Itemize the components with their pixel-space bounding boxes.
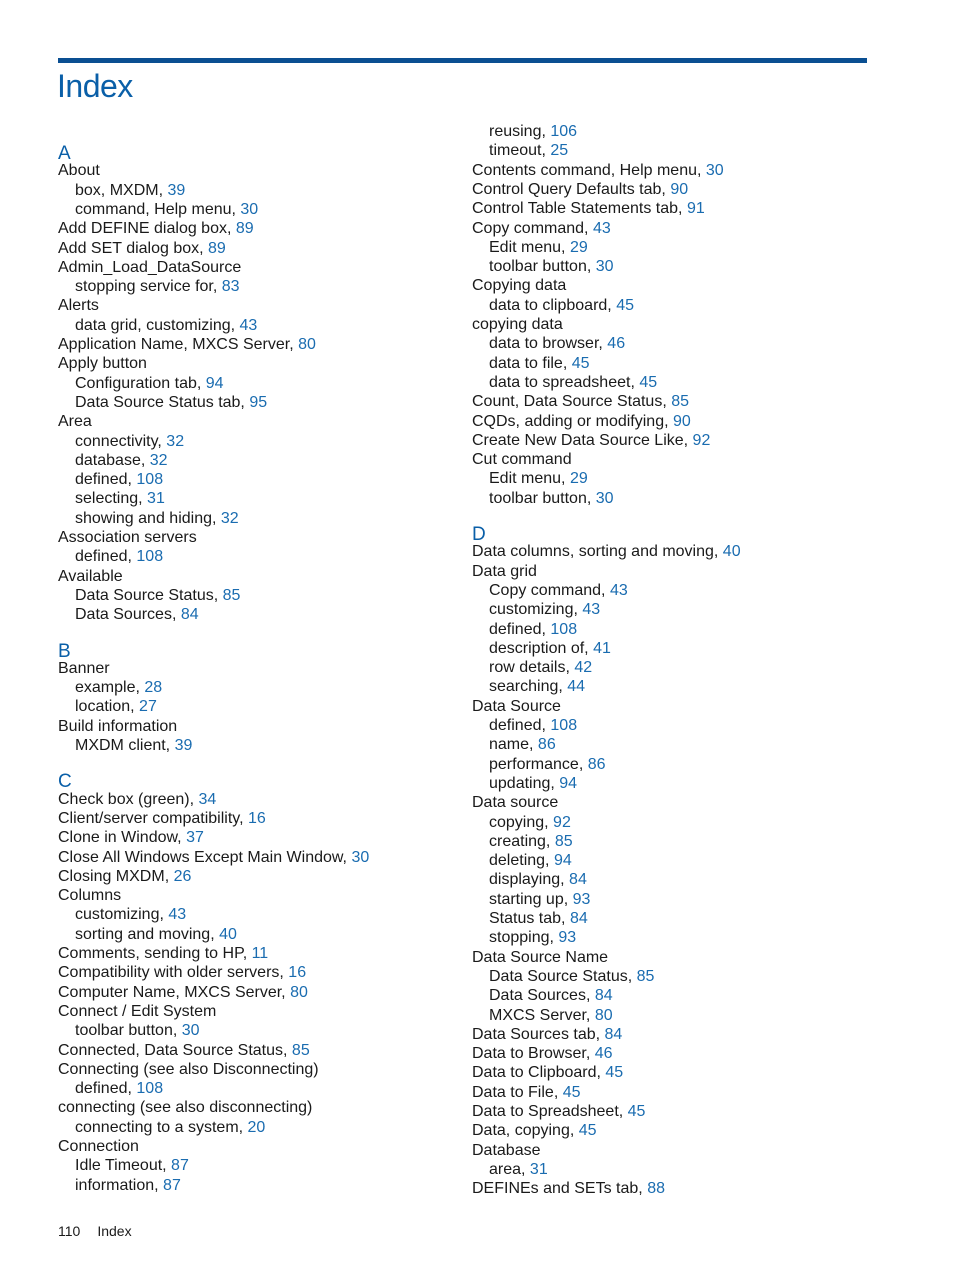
page-link[interactable]: 39 [167, 181, 186, 199]
entry-text: connecting to a system, [75, 1118, 248, 1136]
index-subentry [75, 1156, 189, 1175]
page-link[interactable]: 45 [605, 1064, 624, 1082]
entry-text: data to spreadsheet, [489, 373, 640, 391]
index-entry [472, 431, 710, 450]
index-subentry [489, 257, 614, 276]
entry-text: performance, [489, 755, 588, 773]
entry-text: Clone in Window, [58, 829, 187, 847]
index-subentry [75, 181, 185, 200]
entry-text: Data source [472, 794, 559, 812]
entry-text: Columns [58, 887, 122, 905]
index-subentry [489, 639, 611, 658]
entry-text: Data to Spreadsheet, [472, 1103, 628, 1120]
page-link[interactable]: 16 [288, 964, 307, 982]
page-link[interactable]: 39 [174, 737, 193, 754]
page-number: 110 [58, 1223, 81, 1239]
entry-text: Control Table Statements tab, [472, 200, 687, 218]
entry-text: MXDM client, [75, 737, 175, 754]
index-subentry [489, 334, 625, 353]
index-entry [472, 180, 688, 199]
entry-text: Available [58, 567, 123, 585]
index-subentry [75, 316, 257, 335]
letter-text: C [58, 771, 72, 793]
index-entry [58, 717, 177, 736]
index-entry [58, 296, 99, 315]
index-entry [472, 542, 741, 561]
page-link[interactable]: 43 [239, 316, 258, 334]
index-subentry [489, 716, 577, 735]
index-entry [58, 335, 316, 354]
page-link[interactable]: 94 [205, 374, 224, 392]
index-entry [472, 412, 691, 431]
index-entry [472, 1141, 541, 1160]
page-link[interactable]: 90 [670, 180, 689, 198]
page-link[interactable]: 45 [562, 1083, 581, 1101]
index-entry [472, 450, 572, 469]
page-footer [58, 1222, 132, 1240]
entry-text: area, [489, 1160, 530, 1178]
entry-text: name, [489, 736, 538, 754]
index-subentry [75, 697, 157, 716]
entry-text: example, [75, 679, 145, 697]
page-link[interactable]: 87 [171, 1157, 189, 1175]
entry-text: Application Name, MXCS Server, [58, 336, 299, 353]
entry-text: description of, [489, 639, 594, 657]
page-link[interactable]: 87 [163, 1176, 181, 1194]
index-entry [58, 239, 226, 258]
running-head: Index [97, 1223, 132, 1239]
index-subentry [75, 470, 163, 489]
index-entry [58, 412, 92, 431]
page-link[interactable]: 11 [251, 945, 269, 962]
index-subentry [489, 373, 657, 392]
index-entry [472, 697, 561, 716]
entry-text: reusing, [489, 123, 551, 140]
page-link[interactable]: 20 [247, 1118, 266, 1136]
page-link[interactable]: 41 [593, 639, 611, 657]
entry-text: Data Source Status, [489, 967, 637, 985]
entry-text: data grid, customizing, [75, 316, 240, 334]
page-link[interactable]: 30 [595, 489, 614, 507]
page-link[interactable]: 45 [627, 1103, 646, 1120]
entry-text: Data to Browser, [472, 1045, 595, 1063]
entry-text: data to file, [489, 354, 572, 372]
page-link[interactable]: 46 [607, 335, 626, 353]
index-entry [58, 528, 197, 547]
entry-text: Status tab, [489, 910, 570, 927]
entry-text: sorting and moving, [75, 925, 220, 943]
page-link[interactable]: 45 [616, 296, 634, 314]
index-entry [58, 809, 266, 828]
entry-text: defined, [489, 620, 551, 638]
index-subentry [489, 755, 606, 774]
entry-text: stopping service for, [75, 278, 222, 296]
page-link[interactable]: 40 [219, 925, 237, 943]
page-link[interactable]: 108 [550, 620, 578, 638]
index-entry [472, 315, 563, 334]
page-link[interactable]: 34 [198, 790, 217, 808]
index-entry [472, 276, 566, 295]
index-entry [472, 199, 705, 218]
entry-text: deleting, [489, 852, 554, 870]
page-link[interactable]: 29 [569, 238, 588, 256]
index-entry [58, 258, 241, 277]
entry-text: Edit menu, [489, 470, 570, 488]
page-link[interactable]: 80 [594, 1006, 613, 1024]
entry-text: Area [58, 413, 92, 431]
entry-text: Database [472, 1141, 541, 1159]
page-link[interactable]: 32 [166, 432, 185, 450]
page-title: Index [57, 68, 133, 104]
entry-text: Configuration tab, [75, 374, 206, 392]
entry-text: command, Help menu, [75, 200, 241, 218]
index-subentry [75, 1176, 181, 1195]
index-entry [58, 659, 110, 678]
page-link[interactable]: 84 [569, 871, 587, 889]
index-subentry [75, 925, 237, 944]
entry-text: Edit menu, [489, 238, 570, 256]
index-subentry [489, 238, 588, 257]
page-link[interactable]: 31 [529, 1160, 548, 1178]
page-link[interactable]: 26 [173, 867, 192, 885]
entry-text: Connected, Data Source Status, [58, 1041, 292, 1059]
entry-text: starting up, [489, 890, 573, 908]
page-link[interactable]: 89 [208, 239, 226, 257]
entry-text: Association servers [58, 529, 197, 546]
index-entry [58, 567, 123, 586]
page-link[interactable]: 91 [686, 200, 705, 218]
page-link[interactable]: 84 [594, 987, 613, 1005]
index-entry [58, 790, 216, 809]
page-link[interactable]: 108 [136, 548, 164, 566]
index-entry [58, 1137, 139, 1156]
page-link[interactable]: 89 [235, 220, 254, 238]
page-link[interactable]: 106 [550, 123, 578, 140]
entry-text: row details, [489, 659, 575, 677]
index-entry [472, 1025, 622, 1044]
index-subentry [489, 813, 571, 832]
page-link[interactable]: 85 [671, 393, 690, 411]
entry-text: timeout, [489, 142, 551, 160]
entry-text: Data Source Status tab, [75, 393, 250, 411]
index-subentry [489, 677, 585, 696]
index-subentry [75, 432, 184, 451]
entry-text: copying, [489, 813, 554, 831]
index-subentry [489, 489, 614, 508]
entry-text: Add SET dialog box, [58, 239, 209, 257]
page-link[interactable]: 40 [722, 543, 741, 561]
page-link[interactable]: 27 [139, 698, 157, 716]
entry-text: customizing, [489, 601, 583, 619]
entry-text: Data Sources, [489, 987, 595, 1005]
index-subentry [489, 469, 588, 488]
index-entry [58, 1098, 312, 1117]
index-entry [58, 1060, 319, 1079]
page-link[interactable]: 42 [574, 659, 593, 677]
page-link[interactable]: 30 [705, 161, 724, 179]
page-link[interactable]: 30 [181, 1022, 200, 1040]
index-entry [58, 354, 147, 373]
page-link[interactable]: 83 [221, 278, 240, 296]
index-entry [472, 1121, 597, 1140]
page-link[interactable]: 84 [604, 1025, 623, 1043]
entry-text: defined, [75, 1080, 137, 1098]
page-link[interactable]: 86 [537, 736, 556, 754]
page-link[interactable]: 16 [247, 809, 266, 827]
entry-text: Data Sources, [75, 606, 181, 624]
entry-text: updating, [489, 774, 560, 792]
index-entry [58, 1041, 310, 1060]
entry-text: Connection [58, 1138, 139, 1155]
page-link[interactable]: 80 [290, 983, 308, 1001]
entry-text: CQDs, adding or modifying, [472, 412, 673, 430]
index-subentry [75, 1118, 265, 1137]
page-link[interactable]: 32 [149, 451, 168, 469]
index-entry [58, 963, 306, 982]
entry-text: Compatibility with older servers, [58, 964, 289, 982]
entry-text: Connect / Edit System [58, 1002, 217, 1020]
index-entry [472, 1179, 665, 1198]
index-entry [472, 1083, 581, 1102]
index-subentry [75, 586, 240, 605]
page-link[interactable]: 45 [639, 373, 658, 391]
index-subentry [489, 986, 613, 1005]
page-link[interactable]: 92 [553, 813, 571, 831]
index-entry [472, 219, 611, 238]
page-link[interactable]: 30 [351, 848, 370, 866]
index-entry [472, 392, 689, 411]
entry-text: copying data [472, 316, 563, 333]
index-entry [472, 1063, 623, 1082]
page-link[interactable]: 94 [553, 852, 572, 870]
page-link[interactable]: 85 [554, 832, 573, 850]
page-link[interactable]: 37 [186, 829, 204, 847]
page-link[interactable]: 108 [136, 1080, 164, 1098]
page-link[interactable]: 93 [572, 890, 591, 908]
entry-text: Create New Data Source Like, [472, 431, 693, 449]
index-subentry [489, 296, 634, 315]
entry-text: connecting (see also disconnecting) [58, 1099, 313, 1117]
page-link[interactable]: 80 [298, 336, 316, 353]
page-link[interactable]: 84 [180, 606, 199, 624]
page-link[interactable]: 43 [609, 581, 628, 599]
index-subentry [489, 870, 587, 889]
index-subentry [489, 581, 628, 600]
index-subentry [489, 600, 600, 619]
entry-text: Add DEFINE dialog box, [58, 220, 236, 238]
entry-text: Data grid [472, 562, 537, 580]
index-entry [472, 948, 608, 967]
page-link[interactable]: 85 [636, 967, 655, 985]
index-subentry [489, 1006, 613, 1025]
entry-text: Copying data [472, 277, 567, 295]
index-subentry [75, 1021, 200, 1040]
entry-text: toolbar button, [489, 258, 596, 276]
index-subentry [489, 967, 654, 986]
entry-text: defined, [75, 471, 137, 489]
page-link[interactable]: 32 [220, 509, 239, 527]
entry-text: defined, [75, 548, 137, 566]
entry-text: Data, copying, [472, 1122, 579, 1140]
letter-text: D [472, 524, 486, 545]
entry-text: Check box (green), [58, 790, 199, 808]
entry-text: Banner [58, 659, 110, 677]
index-subentry [75, 393, 267, 412]
entry-text: Data Source Status, [75, 586, 223, 604]
entry-text: Count, Data Source Status, [472, 393, 672, 411]
entry-text: displaying, [489, 871, 570, 889]
index-entry [58, 828, 204, 847]
page-link[interactable]: 43 [582, 601, 601, 619]
entry-text: Client/server compatibility, [58, 809, 248, 827]
index-subentry [75, 509, 239, 528]
index-entry [58, 886, 121, 905]
entry-text: About [58, 162, 100, 180]
page-link[interactable]: 90 [672, 412, 691, 430]
entry-text: Copy command, [472, 219, 593, 237]
index-subentry [489, 851, 572, 870]
index-subentry [489, 928, 576, 947]
entry-text: Cut command [472, 451, 572, 469]
index-subentry [75, 374, 224, 393]
entry-text: Control Query Defaults tab, [472, 180, 671, 198]
index-subentry [75, 200, 258, 219]
entry-text: Computer Name, MXCS Server, [58, 983, 291, 1001]
page-link[interactable]: 45 [578, 1122, 597, 1140]
index-entry [58, 867, 191, 886]
page-link[interactable]: 108 [550, 717, 578, 734]
index-entry [472, 562, 537, 581]
index-subentry [489, 658, 592, 677]
entry-text: Connecting (see also Disconnecting) [58, 1060, 319, 1078]
index-subentry [489, 1160, 548, 1179]
entry-text: data to clipboard, [489, 296, 617, 314]
entry-text: showing and hiding, [75, 509, 221, 527]
entry-text: Build information [58, 717, 178, 735]
entry-text: stopping, [489, 929, 559, 947]
entry-text: Data Sources tab, [472, 1025, 605, 1043]
letter-text: A [58, 143, 71, 164]
page-link[interactable]: 45 [571, 354, 590, 372]
index-entry [58, 983, 308, 1002]
page-link[interactable]: 25 [550, 142, 569, 160]
entry-text: toolbar button, [75, 1022, 182, 1040]
index-subentry [489, 735, 556, 754]
entry-text: Idle Timeout, [75, 1157, 172, 1175]
entry-text: toolbar button, [489, 489, 596, 507]
index-entry [58, 944, 268, 963]
index-subentry [75, 736, 192, 755]
page-link[interactable]: 43 [592, 219, 611, 237]
page-link[interactable]: 94 [559, 774, 578, 792]
page-link[interactable]: 28 [144, 679, 163, 697]
entry-text: customizing, [75, 906, 169, 924]
entry-text: box, MXDM, [75, 181, 168, 199]
entry-text: information, [75, 1176, 164, 1194]
entry-text: Copy command, [489, 581, 610, 599]
entry-text: Data Source Name [472, 948, 609, 966]
entry-text: Alerts [58, 297, 99, 315]
page-link[interactable]: 108 [136, 471, 164, 489]
page-link[interactable]: 30 [595, 258, 614, 276]
index-entry [58, 161, 100, 180]
page-link[interactable]: 86 [587, 755, 606, 773]
entry-text: data to browser, [489, 335, 608, 353]
page-link[interactable]: 29 [569, 470, 588, 488]
index-entry [58, 848, 369, 867]
index-subentry [75, 277, 240, 296]
index-entry [472, 1102, 645, 1121]
index-subentry [75, 678, 162, 697]
entry-text: defined, [489, 717, 551, 734]
index-subentry [75, 451, 168, 470]
index-subentry [75, 905, 186, 924]
page-link[interactable]: 44 [567, 678, 586, 696]
index-subentry [489, 620, 577, 639]
entry-text: creating, [489, 832, 555, 850]
page-link[interactable]: 88 [647, 1180, 665, 1198]
entry-text: Comments, sending to HP, [58, 945, 252, 962]
index-subentry [489, 774, 577, 793]
entry-text: Data Source [472, 697, 561, 715]
index-subentry [489, 122, 577, 141]
letter-text: B [58, 640, 71, 662]
index-entry [472, 793, 558, 812]
page-link[interactable]: 31 [147, 490, 165, 508]
page-link[interactable]: 95 [249, 393, 268, 411]
index-subentry [75, 547, 163, 566]
page-link[interactable]: 93 [558, 929, 577, 947]
index-subentry [489, 909, 588, 928]
index-subentry [489, 832, 573, 851]
page-link[interactable]: 46 [594, 1045, 613, 1063]
entry-text: Closing MXDM, [58, 867, 174, 885]
page-link[interactable]: 85 [291, 1041, 310, 1059]
entry-text: Apply button [58, 355, 147, 373]
index-subentry [75, 489, 165, 508]
index-entry [472, 161, 724, 180]
page-link[interactable]: 30 [240, 200, 259, 218]
entry-text: MXCS Server, [489, 1006, 595, 1024]
index-subentry [489, 354, 590, 373]
index-entry [58, 219, 254, 238]
page-link[interactable]: 43 [168, 906, 187, 924]
entry-text: Contents command, Help menu, [472, 161, 706, 179]
index-subentry [75, 1079, 163, 1098]
entry-text: searching, [489, 678, 568, 696]
entry-text: Data to File, [472, 1083, 563, 1101]
entry-text: selecting, [75, 490, 148, 508]
index-entry [472, 1044, 613, 1063]
entry-text: Close All Windows Except Main Window, [58, 848, 352, 866]
index-subentry [489, 141, 568, 160]
page-link[interactable]: 85 [222, 586, 241, 604]
index-entry [58, 1002, 216, 1021]
entry-text: location, [75, 698, 140, 716]
entry-text: Data columns, sorting and moving, [472, 543, 723, 561]
entry-text: database, [75, 451, 150, 469]
header-rule [58, 58, 867, 63]
page-link[interactable]: 92 [692, 431, 711, 449]
entry-text: Admin_Load_DataSource [58, 258, 242, 276]
page-link[interactable]: 84 [569, 910, 588, 927]
entry-text: Data to Clipboard, [472, 1064, 606, 1082]
entry-text: connectivity, [75, 432, 167, 450]
index-subentry [75, 605, 199, 624]
index-subentry [489, 890, 590, 909]
entry-text: DEFINEs and SETs tab, [472, 1180, 648, 1198]
